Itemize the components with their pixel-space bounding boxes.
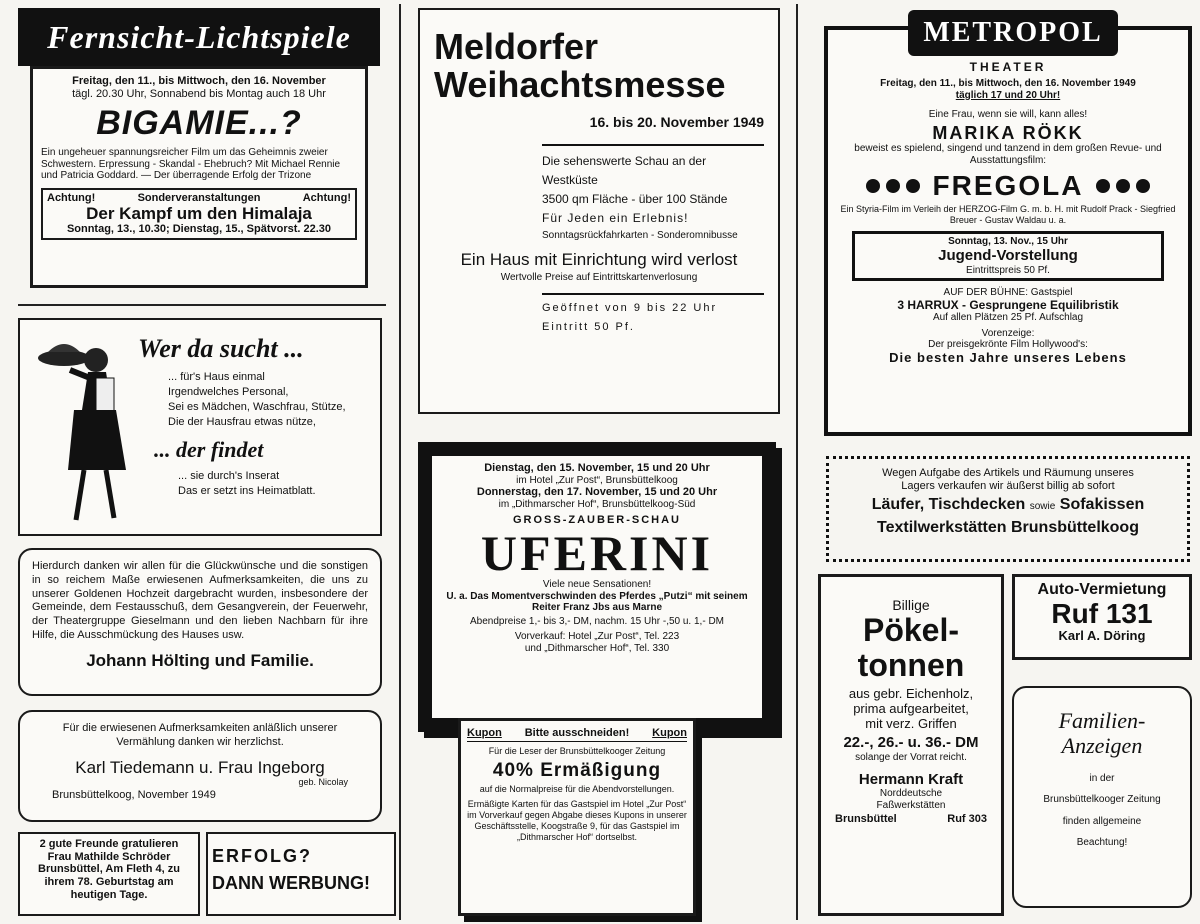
metropol-star-desc: beweist es spielend, singend und tanzend in dem großen Revue- und Ausstattungsfilm:	[854, 143, 1162, 166]
familien-ad	[1012, 686, 1192, 908]
poekel-ad	[818, 574, 1004, 916]
messe-line: Die sehenswerte Schau an der Westküste	[542, 153, 707, 187]
dank2-text: Für die erwiesenen Aufmerksamkeiten anläßlich unserer Vermählung danken wir herzlichst.	[62, 722, 338, 748]
metropol-stage: AUF DER BÜHNE: Gastspiel	[943, 287, 1073, 299]
messe-dates: 16. bis 20. November 1949	[589, 113, 764, 130]
column-rule-left	[399, 4, 401, 920]
poekel-l1: aus gebr. Eichenholz,	[848, 686, 974, 702]
metropol-times: täglich 17 und 20 Uhr!	[955, 89, 1061, 101]
familien-l3: finden allgemeine	[1062, 815, 1142, 827]
rule-1	[18, 304, 386, 306]
metropol-title-banner: METROPOL	[908, 10, 1118, 56]
uferini-date1: Dienstag, den 15. November, 15 und 20 Uhr	[484, 462, 710, 474]
uferini-vvk2: und „Dithmarscher Hof“, Tel. 330	[524, 642, 670, 654]
dot-icon	[1116, 179, 1130, 193]
fernsicht-times: tägl. 20.30 Uhr, Sonnabend bis Montag auch 18 Uhr	[72, 87, 326, 100]
fernsicht-title: Fernsicht-Lichtspiele	[18, 8, 380, 66]
messe-title1: Meldorfer	[434, 26, 599, 67]
inserat-line: ... sie durch's Inserat	[178, 470, 280, 483]
erfolg-line1: ERFOLG?	[212, 846, 312, 866]
dot-icon	[906, 179, 920, 193]
fernsicht-special-box	[41, 188, 357, 240]
jugend-box	[852, 231, 1164, 281]
uferini-act: U. a. Das Momentverschwinden des Pferdes „Putzi“ mit seinem Reiter Franz Jbs aus Marne	[446, 590, 748, 614]
poekel-l3: mit verz. Griffen	[865, 716, 957, 732]
messe-open: Geöffnet von 9 bis 22 Uhr	[542, 302, 718, 315]
dot-icon	[886, 179, 900, 193]
poekel-firm2: Norddeutsche	[879, 788, 943, 800]
kupon-on: auf die Normalpreise für die Abendvorstellungen.	[479, 784, 675, 795]
uferini-date2: Donnerstag, den 17. November, 15 und 20 Uhr	[476, 486, 718, 499]
metropol-act: 3 HARRUX - Gesprungene Equilibristik	[897, 297, 1119, 312]
kupon-right: Kupon	[652, 727, 687, 739]
jugend-price: Eintrittspreis 50 Pf.	[966, 264, 1050, 276]
metropol-preview-film: Die besten Jahre unseres Lebens	[889, 349, 1127, 365]
laeufer-ad	[826, 456, 1190, 562]
waitress-icon	[34, 330, 144, 530]
dank-text: Hierdurch danken wir allen für die Glückwünsche und die sonstigen in so reichem Maße erwiesenen Aufmerksamkeiten, die uns zu unserer Goldenen Hochzeit dargebracht wurden, insbesondere der Gemeinde, dem Festausschuß, dem Gesangverein, der Feuerwehr, der Theatergruppe Gieselmann und den lieben Nachbarn für ihre Hilfe, die Ausschmückung des Hauses usw.	[32, 560, 368, 641]
inserat-line: Die der Hausfrau etwas nütze,	[168, 415, 316, 428]
uferini-sensations: Viele neue Sensationen!	[542, 579, 652, 591]
inserat-headline2: ... der findet	[154, 437, 264, 463]
familien-l2: Brunsbüttelkooger Zeitung	[1043, 794, 1161, 806]
dot-icon	[1136, 179, 1150, 193]
poekel-pre: Billige	[892, 597, 930, 613]
inserat-line: ... für's Haus einmal	[168, 371, 265, 383]
fernsicht-description: Ein ungeheuer spannungsreicher Film um das Geheimnis zweier Schwestern. Erpressung - Skandal - Ehebruch? Mit Michael Rennie und Patricia Goddard. — Der überragende Erfolg der Trizone	[41, 147, 341, 182]
messe-prize: Wertvolle Preise auf Eintrittskartenverlosung	[500, 272, 698, 284]
messe-ad	[418, 8, 780, 414]
grat-line: Frau Mathilde Schröder	[47, 850, 171, 863]
kupon-mid: Bitte ausschneiden!	[524, 727, 630, 739]
messe-entry: Eintritt 50 Pf.	[542, 321, 635, 334]
kupon-for: Für die Leser der Brunsbüttelkooger Zeitung	[488, 746, 666, 756]
dank2-place: Brunsbüttelkoog, November 1949	[52, 789, 216, 802]
poekel-prices: 22.-, 26.- u. 36.- DM	[843, 734, 979, 752]
messe-line: Für Jeden ein Erlebnis!	[542, 211, 689, 226]
auto-ad	[1012, 574, 1192, 660]
messe-big: Ein Haus mit Einrichtung wird verlost	[460, 250, 738, 270]
dank2-born: geb. Nicolay	[298, 777, 348, 788]
erfolg-ad	[206, 832, 396, 916]
inserat-line: Sei es Mädchen, Waschfrau, Stütze,	[168, 400, 346, 413]
uferini-place2: im „Dithmarscher Hof“, Brunsbüttelkoog-Süd	[498, 498, 696, 510]
himalaja-title: Der Kampf um den Himalaja	[86, 203, 312, 223]
metropol-dates: Freitag, den 11., bis Mittwoch, den 16. November 1949	[880, 78, 1136, 89]
achtung-left: Achtung!	[47, 191, 96, 204]
metropol-credits: Ein Styria-Film im Verleih der HERZOG-Film G. m. b. H. mit Rudolf Prack - Siegfried Breuer - Gustav Waldau u. a.	[840, 204, 1176, 225]
familien-l4: Beachtung!	[1076, 837, 1128, 849]
jugend-title: Jugend-Vorstellung	[938, 247, 1078, 265]
poekel-big1: Pökel-	[862, 612, 960, 649]
familien-title1: Familien-	[1058, 708, 1146, 733]
poekel-big2: tonnen	[857, 647, 965, 684]
laeufer-l1: Wegen Aufgabe des Artikels und Räumung unseres	[882, 467, 1134, 479]
grat-line: 2 gute Freunde gratulieren	[39, 838, 179, 850]
uferini-prices: Abendpreise 1,- bis 3,- DM, nachm. 15 Uhr -,50 u. 1,- DM	[470, 615, 724, 627]
fernsicht-film-title: BIGAMIE...?	[96, 104, 302, 143]
messe-title2: Weihachtsmesse	[434, 63, 726, 105]
kupon-ad	[458, 718, 696, 916]
dank-signature: Johann Hölting und Familie.	[86, 650, 314, 670]
column-rule-right	[796, 4, 798, 920]
inserat-ad	[18, 318, 382, 536]
kupon-left: Kupon	[467, 727, 502, 739]
dank2-names: Karl Tiedemann u. Frau Ingeborg	[75, 757, 325, 777]
inserat-line: Das er setzt ins Heimatblatt.	[178, 485, 316, 498]
metropol-tag: Eine Frau, wenn sie will, kann alles!	[928, 109, 1088, 120]
achtung-right: Achtung!	[302, 191, 351, 204]
metropol-preview2: Der preisgekrönte Film Hollywood's:	[928, 339, 1088, 351]
himalaja-schedule: Sonntag, 13., 10.30; Dienstag, 15., Spätvorst. 22.30	[66, 223, 332, 236]
inserat-line: Irgendwelches Personal,	[168, 385, 289, 398]
jugend-date: Sonntag, 13. Nov., 15 Uhr	[948, 235, 1068, 247]
auto-name: Karl A. Döring	[1058, 627, 1146, 643]
familien-title2: Anzeigen	[1061, 733, 1143, 759]
poekel-l2: prima aufgearbeitet,	[853, 701, 969, 717]
inserat-headline: Wer da sucht ...	[138, 334, 304, 363]
poekel-firm3: Faßwerkstätten	[876, 799, 946, 811]
sonderveranstaltungen: Sonderveranstaltungen	[137, 191, 261, 204]
metropol-star: MARIKA RÖKK	[932, 122, 1084, 143]
dot-icon	[866, 179, 880, 193]
poekel-stock: solange der Vorrat reicht.	[855, 751, 967, 763]
grat-line: ihrem 78. Geburtstag am	[44, 875, 174, 888]
kupon-discount: 40% Ermäßigung	[492, 760, 662, 782]
danksagung-hoelting	[18, 548, 382, 696]
metropol-sub: THEATER	[969, 60, 1047, 74]
fernsicht-body	[30, 66, 368, 288]
uferini-name: UFERINI	[480, 524, 714, 581]
poekel-phone: Ruf 303	[947, 813, 987, 826]
fernsicht-dates: Freitag, den 11., bis Mittwoch, den 16. November	[72, 75, 326, 87]
danksagung-tiedemann	[18, 710, 382, 822]
erfolg-line2: DANN WERBUNG!	[212, 873, 370, 893]
auto-title: Auto-Vermietung	[1037, 581, 1167, 598]
uferini-ad	[418, 442, 776, 732]
grat-line: heutigen Tage.	[70, 888, 148, 901]
dot-icon	[1096, 179, 1110, 193]
metropol-preview: Vorenzeige:	[981, 327, 1035, 339]
kupon-body: Ermäßigte Karten für das Gastspiel im Hotel „Zur Post“ im Vorverkauf gegen Abgabe dieses Kupons in unserer Geschäftsstelle, Koogstraße 9, für das Gastspiel im „Dithmarscher Hof“ dortselbst.	[467, 798, 687, 843]
poekel-place: Brunsbüttel	[835, 813, 897, 826]
messe-line: 3500 qm Fläche - über 100 Stände	[542, 191, 728, 206]
laeufer-l4: Textilwerkstätten Brunsbüttelkoog	[877, 518, 1139, 536]
metropol-ad	[824, 17, 1192, 436]
uferini-show: GROSS-ZAUBER-SCHAU	[513, 514, 681, 527]
waitress-illustration	[34, 330, 144, 530]
poekel-firm: Hermann Kraft	[858, 771, 964, 789]
familien-l1: in der	[1089, 772, 1115, 784]
metropol-film: FREGOLA	[932, 170, 1084, 202]
messe-small: Sonntagsrückfahrkarten - Sonderomnibusse	[542, 230, 738, 242]
laeufer-l2: Lagers verkaufen wir äußerst billig ab sofort	[901, 479, 1115, 492]
uferini-vvk1: Vorverkauf: Hotel „Zur Post“, Tel. 223	[514, 631, 680, 643]
gratulation-ad	[18, 832, 200, 916]
uferini-place1: im Hotel „Zur Post“, Brunsbüttelkoog	[516, 474, 678, 486]
grat-line: Brunsbüttel, Am Fleth 4, zu	[38, 863, 180, 876]
laeufer-l3: Läufer, Tischdecken sowie Sofakissen	[871, 496, 1145, 514]
auto-ruf: Ruf 131	[1051, 598, 1153, 630]
fernsicht-ad	[18, 8, 380, 298]
metropol-act-note: Auf allen Plätzen 25 Pf. Aufschlag	[932, 312, 1084, 324]
